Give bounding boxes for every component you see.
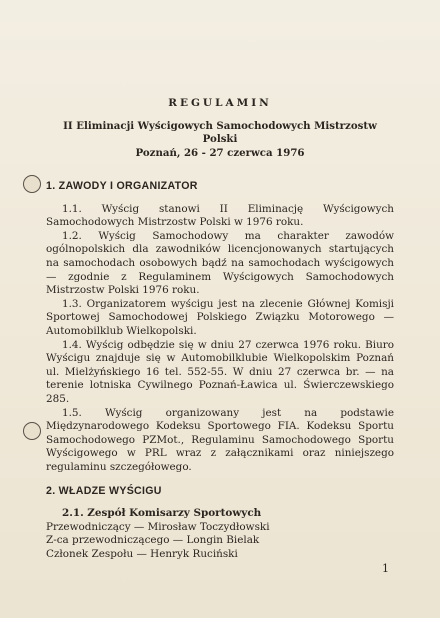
punch-hole-top: [23, 175, 41, 193]
paragraph-1-4: 1.4. Wyścig odbędzie się w dniu 27 czerwca 1976 roku. Biuro Wyścigu znajduje się w Automobilklubie Wielkopolskim Poznań ul. Mielżyńskiego 16 tel. 552-55. W dniu 27 czerwca br. — na terenie lotniska Cywilnego Poznań-Ławica ul. Świerczewskiego 285.: [46, 338, 394, 405]
section-1-heading: 1. ZAWODY I ORGANIZATOR: [46, 180, 198, 193]
official-line-chairman: Przewodniczący — Mirosław Toczydłowski: [46, 520, 270, 533]
subtitle-line-2: Poznań, 26 - 27 czerwca 1976: [135, 146, 305, 159]
document-body: [46, 97, 394, 562]
section-2-1-subheading: 2.1. Zespół Komisarzy Sportowych: [62, 507, 262, 520]
official-line-member: Członek Zespołu — Henryk Ruciński: [46, 547, 238, 560]
paragraph-1-2: 1.2. Wyścig Samochodowy ma charakter zawodów ogólnopolskich dla zawodników licencjonowanych startujących na samochodach osobowych bądź na samochodach wyścigowych — zgodnie z Regulaminem Wyścigowych Samochodowych Mistrzostw Polski 1976 roku.: [46, 229, 394, 297]
page-number: 1: [382, 562, 389, 575]
subtitle-line-1: II Eliminacji Wyścigowych Samochodowych Mistrzostw Polski: [63, 119, 377, 146]
paragraph-1-3: 1.3. Organizatorem wyścigu jest na zlecenie Głównej Komisji Sportowej Samochodowej Polskiego Związku Motorowego — Automobilklub Wielkopolski.: [46, 297, 394, 338]
paragraph-1-5: 1.5. Wyścig organizowany jest na podstawie Międzynarodowego Kodeksu Sportowego FIA. Kodeksu Sportu Samochodowego PZMot., Regulaminu Samochodowego Sportu Wyścigowego w PRL wraz z załącznikami oraz niniejszego regulaminu szczegółowego.: [46, 406, 394, 473]
document-title: REGULAMIN: [168, 97, 272, 109]
document-subtitle: [46, 120, 394, 161]
punch-hole-bottom: [23, 422, 41, 440]
section-2-heading: 2. WŁADZE WYŚCIGU: [46, 484, 162, 497]
paragraph-1-1: 1.1. Wyścig stanowi II Eliminację Wyścigowych Samochodowych Mistrzostw Polski w 1976 roku.: [46, 202, 394, 229]
official-line-deputy: Z-ca przewodniczącego — Longin Bielak: [46, 534, 260, 547]
